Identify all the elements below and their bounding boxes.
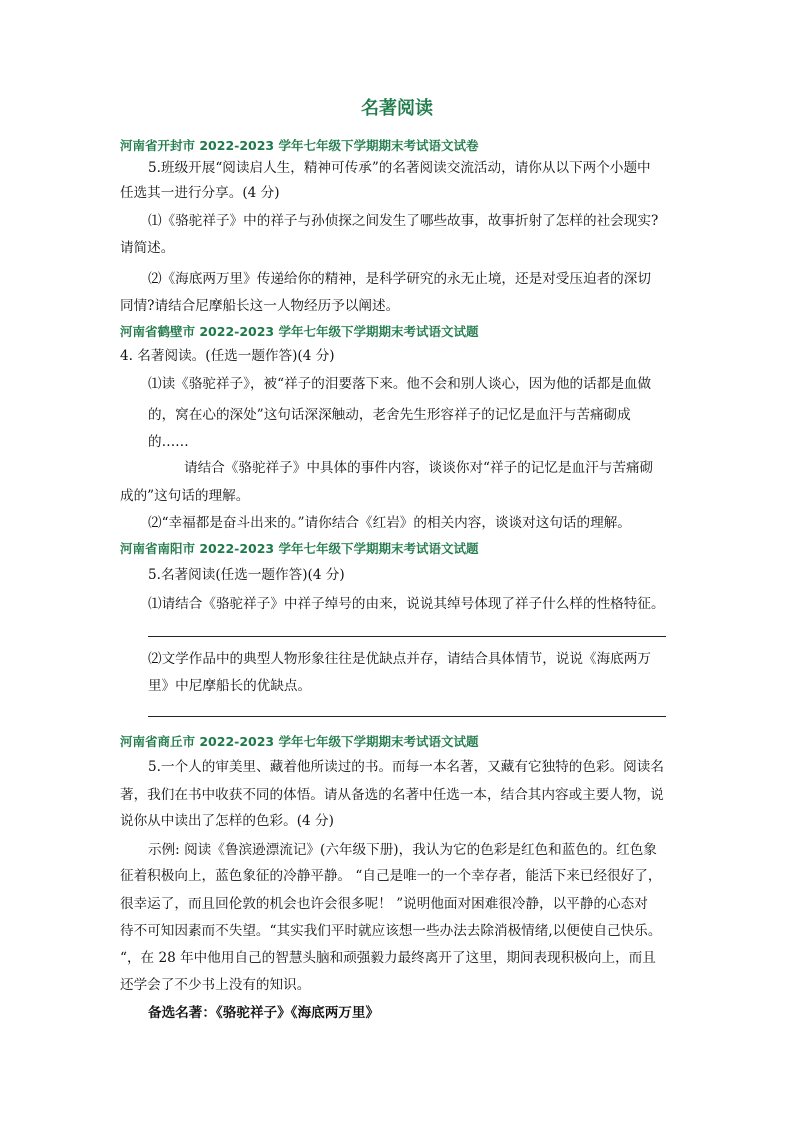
section-source-nanyang: 河南省南阳市 2022-2023 学年七年级下学期期末考试语文试题 (120, 541, 479, 556)
example-line: 征着积极向上，蓝色象征的冷静平静。 “自己是唯一的一个幸存者，能活下来已经很好了， (120, 868, 662, 884)
question-line: 5.名著阅读(任选一题作答)(4 分) (148, 567, 345, 583)
question-line: 成的”这句话的理解。 (120, 488, 250, 504)
question-line: 4. 名著阅读。(任选一题作答)(4 分) (120, 348, 335, 364)
question-line: ⑴《骆驼祥子》中的祥子与孙侦探之间发生了哪些故事，故事折射了怎样的社会现实? (148, 213, 659, 229)
question-line: ⑴读《骆驼祥子》，被“祥子的泪要落下来。他不会和别人谈心，因为他的话都是血做 (148, 376, 652, 392)
example-line: 示例: 阅读《鲁滨逊漂流记》(六年级下册)，我认为它的色彩是红色和蓝色的。红色象 (148, 842, 657, 858)
question-line: 著，我们在书中收获不同的体悟。请从备选的名著中任选一本，结合其内容或主要人物，说 (120, 787, 664, 803)
question-line: 5.班级开展“阅读启人生，精神可传承”的名著阅读交流活动，请你从以下两个小题中 (148, 160, 651, 176)
question-line: 同情?请结合尼摩船长这一人物经历予以阐述。 (120, 298, 400, 314)
section-source-kaifeng: 河南省开封市 2022-2023 学年七年级下学期期末考试语文试卷 (120, 138, 479, 153)
section-source-shangqiu: 河南省商丘市 2022-2023 学年七年级下学期期末考试语文试题 (120, 734, 479, 749)
example-line: 还学会了不少书上没有的知识。 (120, 977, 311, 993)
example-line: 很幸运了，而且回伦敦的机会也许会很多呢！ ”说明他面对困难很冷静，以平静的心态对 (120, 896, 648, 912)
example-line: “，在 28 年中他用自己的智慧头脑和顽强毅力最终离开了这里，期间表现积极向上，而且 (120, 950, 656, 966)
question-line: 的，窝在心的深处”这句话深深触动，老舍先生形容祥子的记忆是血汗与苦痛砌成 (148, 407, 631, 423)
answer-blank-line (148, 636, 666, 637)
question-line: ⑵“幸福都是奋斗出来的。”请你结合《红岩》的相关内容，谈谈对这句话的理解。 (148, 515, 631, 531)
section-source-hebi: 河南省鹤壁市 2022-2023 学年七年级下学期期末考试语文试题 (120, 324, 479, 339)
question-line: 任选其一进行分享。(4 分) (120, 185, 280, 201)
question-line: 请结合《骆驼祥子》中具体的事件内容，谈谈你对“祥子的记忆是血汗与苦痛砌 (184, 460, 654, 476)
question-line: ⑵文学作品中的典型人物形象往往是优缺点并存，请结合具体情节，说说《海底两万 (148, 651, 651, 667)
question-line: 请简述。 (120, 240, 175, 256)
answer-blank-line (148, 716, 666, 717)
question-line: ⑵《海底两万里》传递给你的精神，是科学研究的永无止境，还是对受压迫者的深切 (148, 271, 651, 287)
example-line: 待不可知因素而不失望。“其实我们平时就应该想一些办法去除消极情绪,以便使自己快乐。 (120, 923, 662, 939)
candidate-books: 备选名著：《骆驼祥子》《海底两万里》 (148, 1005, 380, 1021)
question-line: 的…… (148, 434, 189, 450)
question-line: 里》中尼摩船长的优缺点。 (148, 678, 312, 694)
page-title: 名著阅读 (361, 98, 433, 119)
question-line: ⑴请结合《骆驼祥子》中祥子绰号的由来，说说其绰号体现了祥子什么样的性格特征。 (148, 596, 665, 612)
question-line: 5.一个人的审美里、藏着他所读过的书。而每一本名著，又藏有它独特的色彩。阅读名 (148, 759, 664, 775)
question-line: 说你从中读出了怎样的色彩。(4 分) (120, 813, 334, 829)
